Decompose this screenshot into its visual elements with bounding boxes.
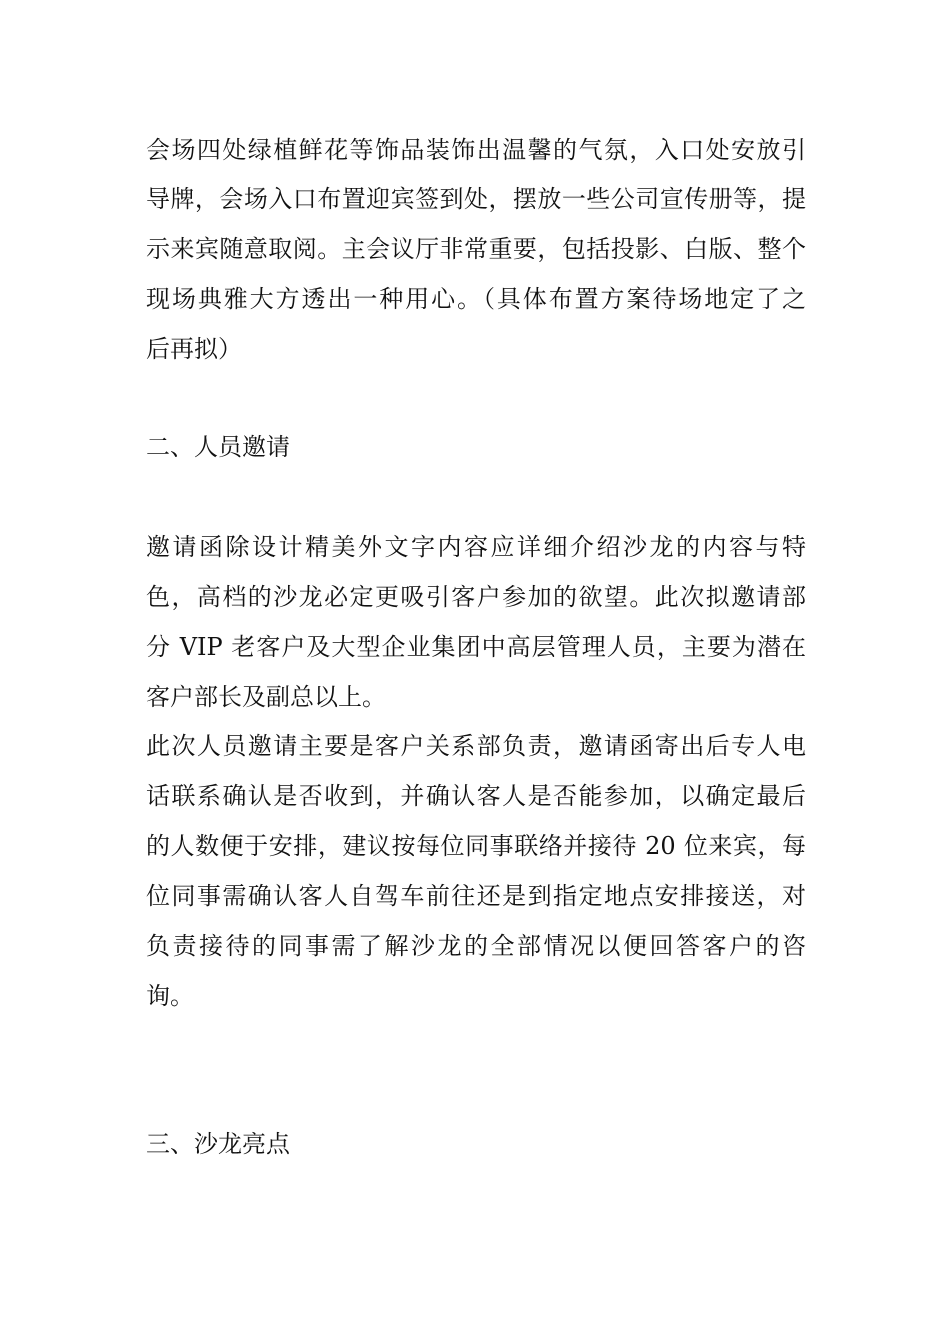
paragraph-line: 的人数便于安排，建议按每位同事联络并接待 20 位来宾，每 <box>146 832 806 860</box>
paragraph-line: 分 VIP 老客户及大型企业集团中高层管理人员，主要为潜在 <box>146 633 806 661</box>
paragraph-line: 此次人员邀请主要是客户关系部负责，邀请函寄出后专人电 <box>146 732 806 760</box>
paragraph-line: 后再拟） <box>146 335 242 363</box>
paragraph-line: 色，高档的沙龙必定更吸引客户参加的欲望。此次拟邀请部 <box>146 583 806 611</box>
paragraph-line: 现场典雅大方透出一种用心。（具体布置方案待场地定了之 <box>146 285 806 313</box>
paragraph-line: 客户部长及副总以上。 <box>146 683 386 711</box>
paragraph-line: 话联系确认是否收到，并确认客人是否能参加，以确定最后 <box>146 782 806 810</box>
paragraph-line: 示来宾随意取阅。主会议厅非常重要，包括投影、白版、整个 <box>146 235 806 263</box>
section-heading: 二、人员邀请 <box>146 433 290 461</box>
section-heading: 三、沙龙亮点 <box>146 1130 290 1158</box>
paragraph-line: 负责接待的同事需了解沙龙的全部情况以便回答客户的咨 <box>146 932 806 960</box>
paragraph-line: 位同事需确认客人自驾车前往还是到指定地点安排接送，对 <box>146 882 806 910</box>
paragraph-line: 邀请函除设计精美外文字内容应详细介绍沙龙的内容与特 <box>146 533 806 561</box>
paragraph-line: 会场四处绿植鲜花等饰品装饰出温馨的气氛，入口处安放引 <box>146 136 806 164</box>
paragraph-line: 导牌，会场入口布置迎宾签到处，摆放一些公司宣传册等，提 <box>146 185 806 213</box>
paragraph-line: 询。 <box>146 982 194 1010</box>
